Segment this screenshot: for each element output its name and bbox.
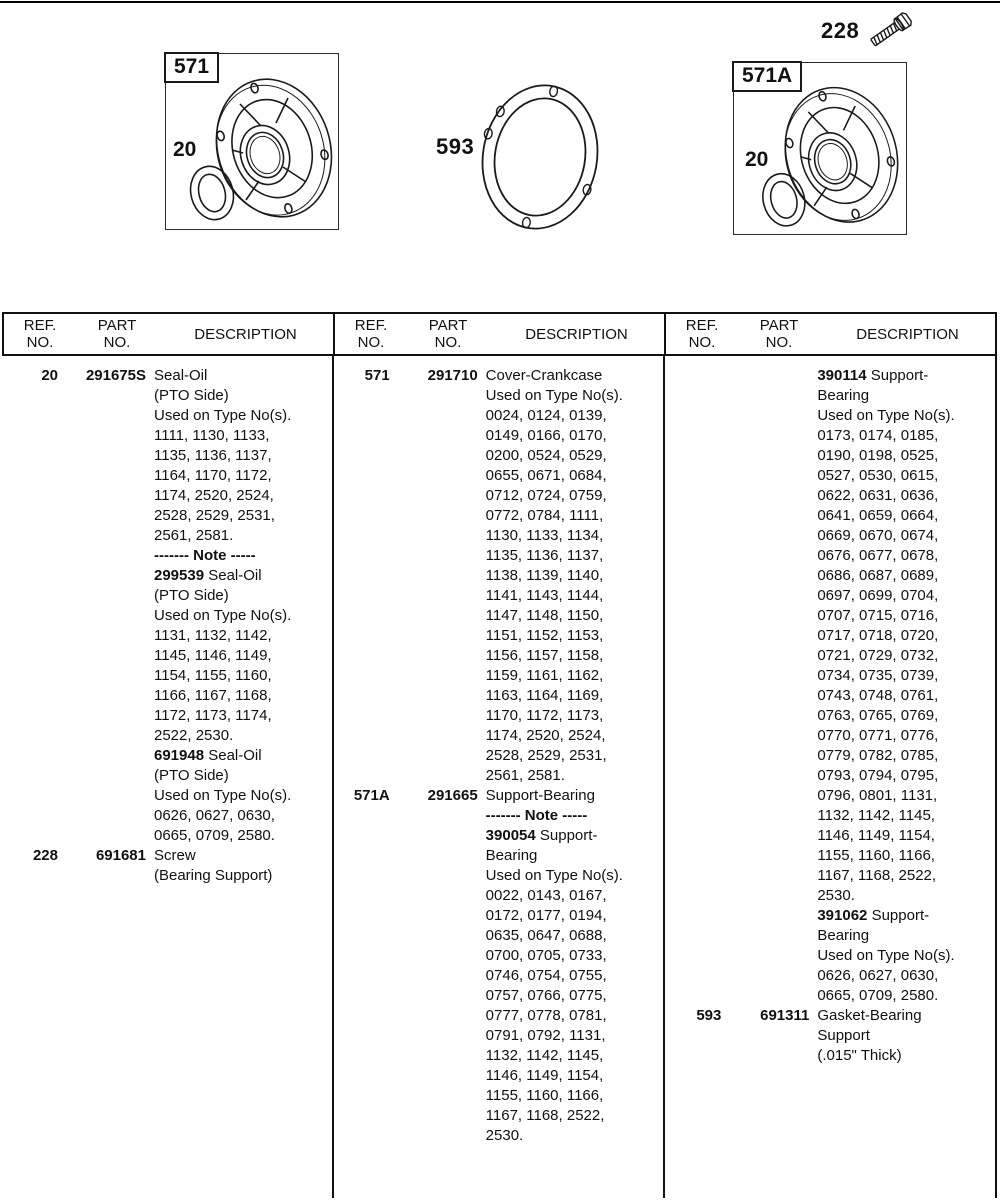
description (809, 366, 995, 1006)
description-line: 0635, 0647, 0688, (485, 927, 607, 944)
description-line: 0772, 0784, 1111, (485, 507, 604, 524)
description-line: 0796, 0801, 1131, (817, 787, 938, 804)
description-line: 1135, 1136, 1137, (154, 447, 272, 464)
description-line: 1159, 1161, 1162, (485, 667, 604, 684)
part-no: 291675S (85, 367, 146, 384)
table-entry (665, 1006, 995, 1066)
table-column-3 (665, 356, 997, 1198)
description-line: 0665, 0709, 2580. (817, 987, 939, 1004)
description-line: 1164, 1170, 1172, (154, 467, 272, 484)
header-text: DESCRIPTION (525, 325, 628, 343)
description-line: 1167, 1168, 2522, (485, 1107, 605, 1124)
description-line: 0791, 0792, 1131, (485, 1027, 606, 1044)
description-line: 1174, 2520, 2524, (485, 727, 606, 744)
description-line: ------- Note ----- (154, 547, 256, 564)
description-line: 1163, 1164, 1169, (485, 687, 604, 704)
header-text: DESCRIPTION (856, 325, 959, 343)
table-header-column-1 (4, 314, 333, 354)
description-line: Cover-Crankcase (485, 367, 603, 384)
ref-label-20: 20 (173, 138, 197, 161)
part-no: 291665 (427, 787, 478, 804)
header-ref-no (4, 317, 76, 351)
description-line: 0665, 0709, 2580. (154, 827, 275, 844)
header-part-no (738, 317, 820, 351)
description-line: 1145, 1146, 1149, (154, 647, 272, 664)
description-line: 0200, 0524, 0529, (485, 447, 607, 464)
description-line: Used on Type No(s). (154, 607, 292, 624)
parts-table (2, 312, 997, 1200)
description-line: 0626, 0627, 0630, (817, 967, 939, 984)
figure-tag-571a: 571A (732, 61, 802, 92)
figure-tag-571: 571 (164, 52, 219, 83)
description-line: ------- Note ----- (485, 807, 588, 824)
description (809, 1006, 995, 1066)
ref-no (665, 366, 721, 1006)
header-text: NO. (765, 334, 793, 351)
header-text: NO. (688, 334, 716, 351)
description-line: 2561, 2581. (485, 767, 565, 784)
description-line: Used on Type No(s). (154, 787, 292, 804)
description-line: 1154, 1155, 1160, (154, 667, 272, 684)
description-line: 0527, 0530, 0615, (817, 467, 939, 484)
description-line: 1132, 1142, 1145, (485, 1047, 604, 1064)
description-line: Bearing (485, 847, 538, 864)
ref-no: 228 (32, 847, 58, 864)
description-line: 0743, 0748, 0761, (817, 687, 939, 704)
description-line: 0721, 0729, 0732, (817, 647, 939, 664)
table-header-column-2 (333, 314, 664, 354)
description-line: 1155, 1160, 1166, (485, 1087, 604, 1104)
description-line: 1156, 1157, 1158, (485, 647, 604, 664)
ref-label-593: 593 (436, 134, 475, 159)
page-top-border (0, 1, 1000, 3)
description-line: 0173, 0174, 0185, (817, 427, 939, 444)
description-line: 2522, 2530. (154, 727, 234, 744)
description-line: 0190, 0198, 0525, (817, 447, 939, 464)
description-line: 1111, 1130, 1133, (154, 427, 270, 444)
description-line: Used on Type No(s). (817, 407, 955, 424)
ref-no: 571A (353, 787, 390, 804)
description-line: 2561, 2581. (154, 527, 234, 544)
description (478, 786, 664, 1146)
description-line: 1132, 1142, 1145, (817, 807, 935, 824)
description-line: 1135, 1136, 1137, (485, 547, 604, 564)
description-line: 0757, 0766, 0775, (485, 987, 607, 1004)
header-description (489, 326, 664, 343)
description-line: 1130, 1133, 1134, (485, 527, 604, 544)
description-line: 1146, 1149, 1154, (817, 827, 935, 844)
description-line: 0793, 0794, 0795, (817, 767, 939, 784)
description-line: 0686, 0687, 0689, (817, 567, 939, 584)
description-line: 1167, 1168, 2522, (817, 867, 937, 884)
description-line: Seal-Oil (154, 367, 208, 384)
gasket-drawing (468, 76, 610, 238)
description-line: 0626, 0627, 0630, (154, 807, 275, 824)
description-line: 1170, 1172, 1173, (485, 707, 604, 724)
ref-no: 571 (364, 367, 390, 384)
description-line: 1131, 1132, 1142, (154, 627, 272, 644)
description-line: (PTO Side) (154, 767, 229, 784)
description-line: (PTO Side) (154, 387, 229, 404)
description-line: 0712, 0724, 0759, (485, 487, 607, 504)
description (146, 846, 332, 886)
header-description (158, 326, 333, 343)
ref-label-20: 20 (745, 148, 769, 171)
figure-box-571a (733, 62, 907, 235)
ref-no: 593 (696, 1007, 722, 1024)
table-column-2 (334, 356, 666, 1198)
description-line: 0770, 0771, 0776, (817, 727, 939, 744)
description-line: 0746, 0754, 0755, (485, 967, 607, 984)
description-line: 0676, 0677, 0678, (817, 547, 939, 564)
description-line: (.015" Thick) (817, 1047, 902, 1064)
part-no (721, 366, 809, 1006)
description-line: 1141, 1143, 1144, (485, 587, 604, 604)
description-line: 0777, 0778, 0781, (485, 1007, 607, 1024)
table-header-column-3 (664, 314, 995, 354)
description-line: Bearing (817, 387, 870, 404)
part-no: 691311 (760, 1007, 810, 1024)
header-text: PART (759, 317, 799, 334)
header-text: PART (428, 317, 468, 334)
description-line: 0669, 0670, 0674, (817, 527, 939, 544)
description-line: 1155, 1160, 1166, (817, 847, 935, 864)
description-line: 0707, 0715, 0716, (817, 607, 939, 624)
header-text: PART (97, 317, 137, 334)
description-line: 0717, 0718, 0720, (817, 627, 939, 644)
header-ref-no (666, 317, 738, 351)
header-text: REF. (685, 317, 719, 334)
description-line: 0641, 0659, 0664, (817, 507, 939, 524)
ref-label-228: 228 (821, 18, 860, 43)
description-line: 299539 Seal-Oil (154, 567, 262, 584)
description-line: 0779, 0782, 0785, (817, 747, 939, 764)
header-part-no (407, 317, 489, 351)
description-line: 391062 Support- (817, 907, 930, 924)
description-line: 0022, 0143, 0167, (485, 887, 607, 904)
description-line: Bearing (817, 927, 870, 944)
description-line: Support-Bearing (485, 787, 595, 804)
header-text: NO. (434, 334, 462, 351)
description-line: Support (817, 1027, 870, 1044)
ref-no: 20 (41, 367, 58, 384)
description-line: 0763, 0765, 0769, (817, 707, 939, 724)
description-line: 1147, 1148, 1150, (485, 607, 604, 624)
description-line: Used on Type No(s). (485, 867, 623, 884)
table-column-1 (2, 356, 334, 1198)
table-header (2, 312, 997, 356)
header-part-no (76, 317, 158, 351)
part-no: 291710 (427, 367, 478, 384)
description-line: 0700, 0705, 0733, (485, 947, 607, 964)
part-no: 691681 (95, 847, 146, 864)
header-ref-no (335, 317, 407, 351)
description-line: 2528, 2529, 2531, (154, 507, 275, 524)
table-entry (334, 366, 664, 786)
header-description (820, 326, 995, 343)
description-line: 0734, 0735, 0739, (817, 667, 939, 684)
description-line: 2530. (817, 887, 855, 904)
header-text: NO. (357, 334, 385, 351)
description-line: 691948 Seal-Oil (154, 747, 262, 764)
header-text: REF. (23, 317, 57, 334)
description-line: 2530. (485, 1127, 524, 1144)
header-text: REF. (354, 317, 388, 334)
description-line: 1146, 1149, 1154, (485, 1067, 604, 1084)
description-line: 1174, 2520, 2524, (154, 487, 274, 504)
table-entry (2, 846, 332, 886)
figure-box-571 (165, 53, 339, 230)
description-line: 0172, 0177, 0194, (485, 907, 607, 924)
description-line: 0149, 0166, 0170, (485, 427, 607, 444)
description-line: 0697, 0699, 0704, (817, 587, 939, 604)
description-line: Screw (154, 847, 196, 864)
description (478, 366, 664, 786)
table-entry (665, 366, 995, 1006)
description-line: 2528, 2529, 2531, (485, 747, 607, 764)
header-text: DESCRIPTION (194, 325, 297, 343)
description-line: Used on Type No(s). (154, 407, 292, 424)
description-line: 0622, 0631, 0636, (817, 487, 939, 504)
description-line: 1138, 1139, 1140, (485, 567, 604, 584)
table-entry (2, 366, 332, 846)
description-line: 0655, 0671, 0684, (485, 467, 607, 484)
description-line: (Bearing Support) (154, 867, 273, 884)
description-line: Gasket-Bearing (817, 1007, 922, 1024)
description-line: 1151, 1152, 1153, (485, 627, 604, 644)
description-line: 1172, 1173, 1174, (154, 707, 272, 724)
screw-icon (864, 8, 918, 52)
description-line: 390114 Support- (817, 367, 929, 384)
table-entry (334, 786, 664, 1146)
description-line: 0024, 0124, 0139, (485, 407, 607, 424)
table-body (2, 356, 997, 1198)
description-line: Used on Type No(s). (485, 387, 623, 404)
description-line: (PTO Side) (154, 587, 229, 604)
header-text: NO. (103, 334, 131, 351)
description-line: 1166, 1167, 1168, (154, 687, 272, 704)
description-line: 390054 Support- (485, 827, 598, 844)
description (146, 366, 332, 846)
header-text: NO. (26, 334, 54, 351)
description-line: Used on Type No(s). (817, 947, 955, 964)
